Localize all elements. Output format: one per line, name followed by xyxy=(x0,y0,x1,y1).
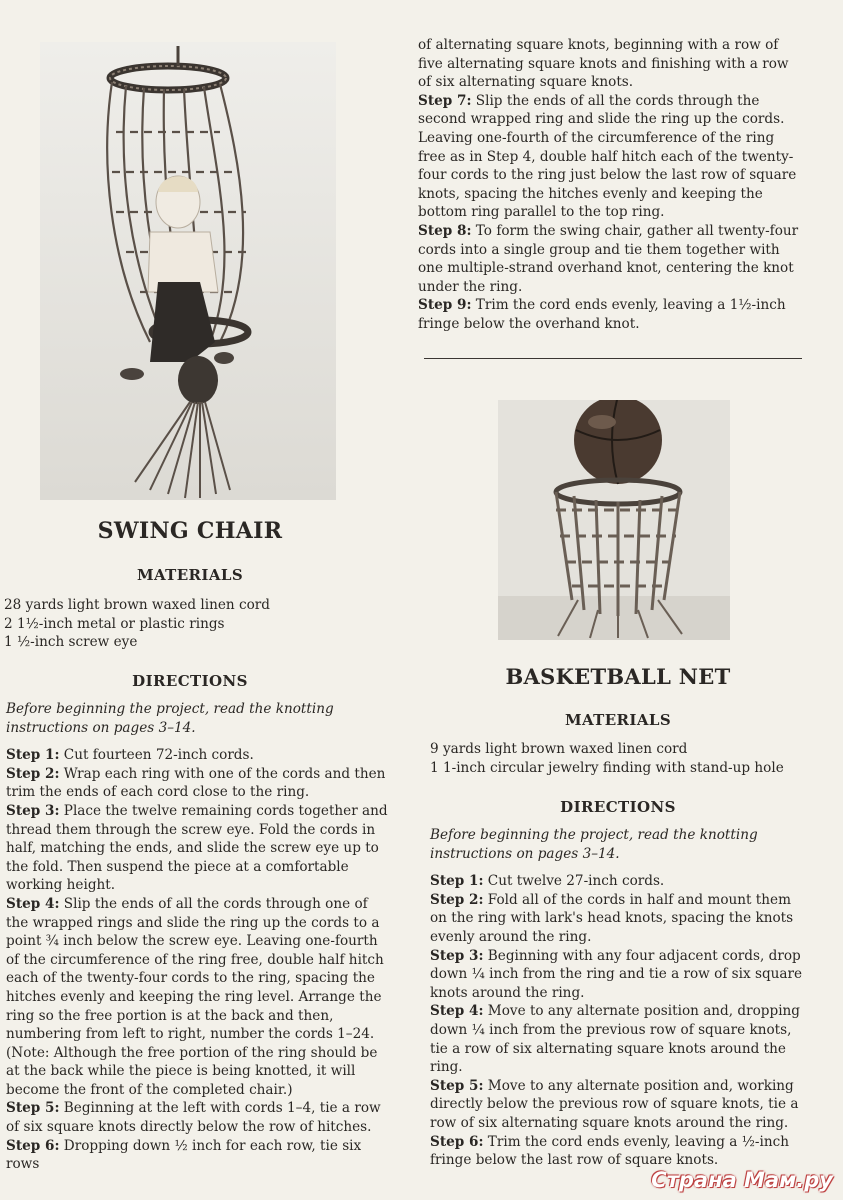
step-text: Fold all of the cords in half and mount them on the ring with lark's head knots, spacing the knots evenly around the ring. xyxy=(430,891,794,945)
knotting-note: Before beginning the project, read the knotting instructions on pages 3–14. xyxy=(430,827,758,862)
step-text: Cut twelve 27-inch cords. xyxy=(487,873,665,890)
step-label: Step 4: xyxy=(430,1003,484,1020)
swing-chair-directions-continued xyxy=(418,36,802,334)
swing-chair-materials-list xyxy=(4,596,384,652)
step-label: Step 7: xyxy=(418,92,472,109)
basketball-net-materials-heading: MATERIALS xyxy=(564,711,672,729)
step-paragraph xyxy=(430,1077,810,1133)
step-paragraph xyxy=(430,891,810,947)
step-text: Trim the cord ends evenly, leaving a 1½-inch fringe below the overhand knot. xyxy=(418,297,786,332)
step-paragraph xyxy=(430,1133,810,1170)
basketball-net-materials-list xyxy=(430,740,820,777)
step-label: Step 1: xyxy=(6,747,60,764)
site-watermark: Страна Мам.ру xyxy=(651,1168,833,1192)
step-label: Step 4: xyxy=(6,895,60,912)
step-label: Step 6: xyxy=(430,1133,484,1150)
step-text: Dropping down ½ inch for each row, tie six rows xyxy=(6,1137,362,1173)
step-text: Beginning at the left with cords 1–4, tie a row of six square knots directly below the row of hitches. xyxy=(6,1100,381,1136)
swing-chair-materials-heading: MATERIALS xyxy=(136,566,244,584)
step-paragraph xyxy=(430,947,810,1003)
step-text: Wrap each ring with one of the cords and then trim the ends of each cord close to the ring. xyxy=(6,765,386,801)
step-paragraph xyxy=(418,92,802,222)
list-item: 9 yards light brown waxed linen cord xyxy=(430,741,688,757)
step-text: Slip the ends of all the cords through the second wrapped ring and slide the ring up the cords. Leaving one-fourth of the circumference of the ring free as in Step 4, double half hitch each of the twenty-four cords to the ring just below the last row of square knots, spacing the hitches evenly and keeping the bottom ring parallel to the top ring. xyxy=(418,92,797,221)
step-text: Move to any alternate position and, dropping down ¼ inch from the previous row of square knots, tie a row of six alternating square knots around the ring. xyxy=(430,1003,800,1076)
step-label: Step 2: xyxy=(6,765,60,782)
step-paragraph xyxy=(6,746,388,765)
swing-chair-title: SWING CHAIR xyxy=(97,518,283,544)
knotting-note: Before beginning the project, read the knotting instructions on pages 3–14. xyxy=(6,701,334,736)
step-paragraph xyxy=(6,802,388,895)
list-item: 1 ½-inch screw eye xyxy=(4,634,138,651)
step-paragraph xyxy=(6,1137,388,1174)
step-text: Move to any alternate position and, working directly below the previous row of square knots, tie a row of six alternating square knots around the ring. xyxy=(430,1077,799,1131)
step-text: Beginning with any four adjacent cords, drop down ¼ inch from the ring and tie a row of six square knots around the ring. xyxy=(430,947,803,1001)
step-label: Step 9: xyxy=(418,297,472,314)
step-label: Step 5: xyxy=(430,1077,484,1094)
swing-chair-directions xyxy=(6,700,388,1174)
step-paragraph xyxy=(6,1099,388,1136)
step-text: Trim the cord ends evenly, leaving a ½-inch fringe below the last row of square knots. xyxy=(430,1133,789,1169)
step-text: Place the twelve remaining cords together and thread them through the screw eye. Fold the cords in half, matching the ends, and slide the screw eye up to the fold. Then suspend the piece at a comfortable working height. xyxy=(6,802,388,894)
step-paragraph xyxy=(430,1002,810,1076)
step-label: Step 1: xyxy=(430,873,484,890)
step-paragraph xyxy=(418,296,802,333)
basketball-net-directions-heading: DIRECTIONS xyxy=(560,798,676,816)
basketball-net-directions xyxy=(430,826,810,1170)
step-label: Step 2: xyxy=(430,891,484,908)
step-paragraph xyxy=(418,222,802,296)
step-text: To form the swing chair, gather all twenty-four cords into a single group and tie them together with one multiple-strand overhand knot, centering the knot under the ring. xyxy=(418,222,799,295)
step-label: Step 5: xyxy=(6,1100,60,1117)
step-paragraph xyxy=(6,765,388,802)
swing-chair-photo xyxy=(40,42,336,500)
list-item: 2 1½-inch metal or plastic rings xyxy=(4,615,225,632)
basketball-net-title: BASKETBALL NET xyxy=(505,664,731,689)
step-label: Step 3: xyxy=(6,802,60,819)
list-item: 1 1-inch circular jewelry finding with stand-up hole xyxy=(430,759,784,776)
step-6-continuation: of alternating square knots, beginning with a row of five alternating square knots and finishing with a row of six alternating square knots. xyxy=(418,37,789,91)
list-item: 28 yards light brown waxed linen cord xyxy=(4,597,270,613)
step-label: Step 6: xyxy=(6,1137,60,1154)
step-paragraph xyxy=(6,895,388,1100)
step-text: Cut fourteen 72-inch cords. xyxy=(63,747,254,764)
step-label: Step 8: xyxy=(418,222,472,239)
step-paragraph xyxy=(430,872,810,891)
step-text: Slip the ends of all the cords through one of the wrapped rings and slide the ring up the cords to a point ¾ inch below the screw eye. Leaving one-fourth of the circumference of the ring free, double half hitch each of the twenty-four cords to the ring, spacing the hitches evenly and keeping the ring level. Arrange the ring so the free portion is at the back and then, numbering from left to right, number the cords 1–24. (Note: Although the free portion of the ring should be at the back while the piece is being knotted, it will become the front of the completed chair.) xyxy=(6,895,384,1098)
swing-chair-directions-heading: DIRECTIONS xyxy=(132,672,248,690)
step-label: Step 3: xyxy=(430,947,484,964)
section-divider xyxy=(424,358,802,359)
basketball-net-photo xyxy=(498,400,730,640)
